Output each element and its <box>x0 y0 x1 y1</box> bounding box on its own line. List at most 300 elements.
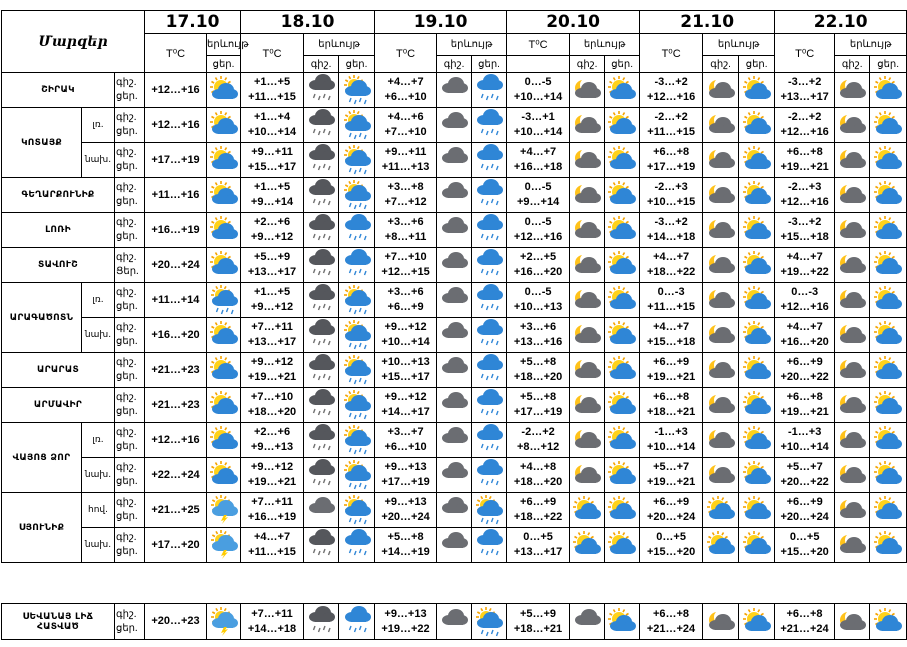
moon-cloud-icon <box>703 423 739 458</box>
cloud-dark-icon <box>437 423 472 458</box>
night-header: գիշ. <box>703 56 739 73</box>
cloud-rain-blue-icon <box>472 143 507 178</box>
cloud-rain-blue-icon <box>472 73 507 108</box>
sun-cloud-icon <box>870 73 907 108</box>
temp-range: +1…+5 +11…+15 <box>241 73 304 108</box>
period-label: գիշ. ցեր. <box>115 108 145 143</box>
cloud-dark-icon <box>437 178 472 213</box>
subregion-label: հով. <box>82 493 115 528</box>
date-1: 17.10 <box>145 11 241 34</box>
period-label: գիշ. ցեր. <box>115 178 145 213</box>
sun-cloud-rain-icon <box>339 283 375 318</box>
temp-range: +4…+7 +16…+18 <box>507 143 570 178</box>
day-header: ցեր. <box>207 56 241 73</box>
period-label: գիշ. ցեր. <box>115 528 145 563</box>
weather-icon <box>207 388 241 423</box>
region-row <box>2 143 907 178</box>
moon-cloud-icon <box>835 388 870 423</box>
moon-cloud-icon <box>835 248 870 283</box>
period-label: գիշ. ցեր. <box>115 143 145 178</box>
temp-header: T⁰C <box>640 34 703 73</box>
region-name: ԱՐԱԳԱԾՈՏՆ <box>2 283 82 353</box>
temp-range: +9…+12 +19…+21 <box>241 353 304 388</box>
forecast-table <box>1 10 907 563</box>
cloud-rain-icon <box>304 528 339 563</box>
sun-cloud-rain-icon <box>339 108 375 143</box>
night-header: գիշ. <box>437 56 472 73</box>
date-4: 20.10 <box>507 11 640 34</box>
sun-cloud-icon <box>739 423 775 458</box>
phenomenon-header: երևույթ <box>835 34 907 56</box>
day-header: ցեր. <box>472 56 507 73</box>
cloud-rain-icon <box>304 143 339 178</box>
subregion-label: նախ. <box>82 143 115 178</box>
moon-cloud-icon <box>570 318 605 353</box>
temp-range: +4…+7 +18…+22 <box>640 248 703 283</box>
weather-icon <box>207 178 241 213</box>
sun-cloud-rain-icon <box>339 178 375 213</box>
temp-range: +6…+8 +18…+21 <box>640 388 703 423</box>
cloud-rain-icon <box>304 318 339 353</box>
temp-range: +3…+6 +13…+16 <box>507 318 570 353</box>
moon-cloud-icon <box>703 283 739 318</box>
temp-range: -2…+2 +11…+15 <box>640 108 703 143</box>
cloud-dark-icon <box>437 73 472 108</box>
region-name: ՇԻՐԱԿ <box>2 73 115 108</box>
sun-cloud-icon <box>870 458 907 493</box>
sun-cloud-icon <box>570 528 605 563</box>
temp-range: 0…+5 +15…+20 <box>775 528 835 563</box>
sun-cloud-icon <box>739 493 775 528</box>
temp-range: +3…+6 +6…+9 <box>375 283 437 318</box>
temp-range: -3…+2 +14…+18 <box>640 213 703 248</box>
sun-cloud-icon <box>870 248 907 283</box>
temp-range: +2…+6 +9…+12 <box>241 213 304 248</box>
moon-cloud-icon <box>570 353 605 388</box>
moon-cloud-icon <box>703 108 739 143</box>
sun-cloud-rain-icon <box>339 318 375 353</box>
temp-range: -2…+2 +12…+16 <box>775 108 835 143</box>
temp-header: T⁰C <box>775 34 835 73</box>
subregion-label: լռ. <box>82 423 115 458</box>
temp-range: +20…+24 <box>145 248 207 283</box>
temp-range: 0…-5 +9…+14 <box>507 178 570 213</box>
temp-range: +7…+11 +16…+19 <box>241 493 304 528</box>
temp-range: -2…+2 +8…+12 <box>507 423 570 458</box>
sun-cloud-icon <box>739 528 775 563</box>
temp-range: +12…+16 <box>145 108 207 143</box>
moon-cloud-icon <box>835 318 870 353</box>
phenomenon-header: երևույթ <box>570 34 640 56</box>
cloud-rain-blue-icon <box>472 248 507 283</box>
sun-cloud-icon <box>605 388 640 423</box>
moon-cloud-icon <box>835 604 870 640</box>
period-label: գիշ. ցեր. <box>115 423 145 458</box>
region-row <box>2 213 907 248</box>
moon-cloud-icon <box>835 493 870 528</box>
temp-range: +7…+11 +14…+18 <box>241 604 304 640</box>
period-label: գիշ. ցեր. <box>115 604 145 640</box>
sun-cloud-rain-icon <box>339 353 375 388</box>
weather-icon <box>207 458 241 493</box>
moon-cloud-icon <box>570 458 605 493</box>
sun-cloud-icon <box>605 423 640 458</box>
period-label: գիշ. ցեր. <box>115 213 145 248</box>
moon-cloud-icon <box>835 458 870 493</box>
temp-range: -2…+3 +12…+16 <box>775 178 835 213</box>
temp-range: +11…+16 <box>145 178 207 213</box>
temp-range: +9…+11 +15…+17 <box>241 143 304 178</box>
weather-icon <box>207 283 241 318</box>
region-name: ԼՈՌԻ <box>2 213 115 248</box>
subregion-label: նախ. <box>82 458 115 493</box>
temp-range: +4…+7 +19…+22 <box>775 248 835 283</box>
region-name: ՏԱՎՈՒՇ <box>2 248 115 283</box>
night-header: գիշ. <box>570 56 605 73</box>
sun-cloud-icon <box>870 423 907 458</box>
temp-range: +5…+7 +19…+21 <box>640 458 703 493</box>
moon-cloud-icon <box>835 283 870 318</box>
empty-cell <box>507 56 570 73</box>
temp-range: +9…+12 +14…+17 <box>375 388 437 423</box>
night-header: գիշ. <box>304 56 339 73</box>
cloud-rain-blue-icon <box>472 423 507 458</box>
cloud-rain-blue-icon <box>472 528 507 563</box>
temp-range: 0…+5 +13…+17 <box>507 528 570 563</box>
sun-cloud-rain-icon <box>472 604 507 640</box>
cloud-rain-icon <box>304 178 339 213</box>
cloud-dark-icon <box>437 248 472 283</box>
sun-cloud-icon <box>739 388 775 423</box>
night-header: գիշ. <box>835 56 870 73</box>
moon-cloud-icon <box>570 423 605 458</box>
region-row <box>2 248 907 283</box>
sun-cloud-icon <box>570 493 605 528</box>
region-row <box>2 318 907 353</box>
temp-range: +4…+7 +15…+18 <box>640 318 703 353</box>
temp-range: +17…+20 <box>145 528 207 563</box>
sun-cloud-icon <box>739 178 775 213</box>
sun-cloud-icon <box>739 248 775 283</box>
region-row <box>2 283 907 318</box>
sun-cloud-rain-icon <box>339 388 375 423</box>
subregion-label: նախ. <box>82 318 115 353</box>
period-label: գիշ. Ցեր. <box>115 248 145 283</box>
weather-icon <box>207 423 241 458</box>
region-row <box>2 73 907 108</box>
period-label: գիշ. ցեր. <box>115 493 145 528</box>
sun-cloud-icon <box>870 388 907 423</box>
temp-range: +5…+8 +17…+19 <box>507 388 570 423</box>
region-row <box>2 493 907 528</box>
moon-cloud-icon <box>703 73 739 108</box>
moon-cloud-icon <box>703 248 739 283</box>
temp-range: +6…+9 +18…+22 <box>507 493 570 528</box>
temp-range: +16…+20 <box>145 318 207 353</box>
sun-cloud-rain-icon <box>339 73 375 108</box>
region-row <box>2 423 907 458</box>
cloud-rain-blue-icon <box>472 213 507 248</box>
temp-range: +6…+8 +21…+24 <box>775 604 835 640</box>
subregion-label: լռ. <box>82 108 115 143</box>
cloud-rain-blue-icon <box>472 458 507 493</box>
temp-range: +6…+8 +21…+24 <box>640 604 703 640</box>
sun-cloud-icon <box>739 318 775 353</box>
sun-cloud-icon <box>739 143 775 178</box>
period-label: գիշ. ցեր. <box>115 283 145 318</box>
temp-range: +10…+13 +15…+17 <box>375 353 437 388</box>
region-name: ՎԱՅՈՑ ՁՈՐ <box>2 423 82 493</box>
region-name: ԳԵՂԱՐՔՈՒՆԻՔ <box>2 178 115 213</box>
weather-icon <box>207 248 241 283</box>
cloud-rain-blue-icon <box>339 248 375 283</box>
temp-range: +3…+6 +8…+11 <box>375 213 437 248</box>
sun-cloud-icon <box>870 283 907 318</box>
temp-range: +9…+13 +20…+24 <box>375 493 437 528</box>
region-name: ԿՈՏԱՅՔ <box>2 108 82 178</box>
region-row <box>2 458 907 493</box>
region-name: ԱՐՄԱՎԻՐ <box>2 388 115 423</box>
weather-icon <box>207 528 241 563</box>
weather-icon <box>207 108 241 143</box>
weather-icon <box>207 353 241 388</box>
temp-range: +9…+12 +10…+14 <box>375 318 437 353</box>
cloud-dark-icon <box>437 528 472 563</box>
temp-range: +5…+7 +20…+22 <box>775 458 835 493</box>
cloud-rain-blue-icon <box>472 388 507 423</box>
temp-range: -2…+3 +10…+15 <box>640 178 703 213</box>
day-header: ցեր. <box>339 56 375 73</box>
temp-range: +12…+16 <box>145 73 207 108</box>
moon-cloud-icon <box>570 388 605 423</box>
temp-range: +6…+8 +19…+21 <box>775 388 835 423</box>
sun-cloud-icon <box>605 318 640 353</box>
moon-cloud-icon <box>703 604 739 640</box>
sun-cloud-icon <box>870 353 907 388</box>
sun-cloud-icon <box>870 528 907 563</box>
cloud-rain-icon <box>304 108 339 143</box>
moon-cloud-icon <box>835 73 870 108</box>
temp-range: +17…+19 <box>145 143 207 178</box>
sun-cloud-icon <box>739 604 775 640</box>
weather-icon <box>207 318 241 353</box>
sun-cloud-icon <box>605 213 640 248</box>
sun-cloud-icon <box>870 318 907 353</box>
sun-cloud-icon <box>605 458 640 493</box>
period-label: գիշ. ցեր. <box>115 458 145 493</box>
temp-range: +7…+10 +18…+20 <box>241 388 304 423</box>
region-row <box>2 528 907 563</box>
moon-cloud-icon <box>835 108 870 143</box>
temp-range: +6…+9 +20…+24 <box>640 493 703 528</box>
moon-cloud-icon <box>570 108 605 143</box>
sun-cloud-icon <box>605 143 640 178</box>
phenomenon-header: երևույթ <box>304 34 375 56</box>
cloud-dark-icon <box>437 283 472 318</box>
temp-range: +5…+8 +18…+20 <box>507 353 570 388</box>
temp-range: 0…-3 +12…+16 <box>775 283 835 318</box>
cloud-rain-blue-icon <box>339 604 375 640</box>
cloud-rain-blue-icon <box>472 353 507 388</box>
cloud-rain-icon <box>304 248 339 283</box>
temp-range: +1…+5 +9…+14 <box>241 178 304 213</box>
temp-range: +21…+23 <box>145 353 207 388</box>
date-5: 21.10 <box>640 11 775 34</box>
sun-cloud-icon <box>605 108 640 143</box>
temp-range: +6…+9 +19…+21 <box>640 353 703 388</box>
weather-icon <box>207 493 241 528</box>
day-header: ցեր. <box>605 56 640 73</box>
sun-cloud-rain-icon <box>339 458 375 493</box>
temp-range: +4…+7 +16…+20 <box>775 318 835 353</box>
weather-icon <box>207 604 241 640</box>
period-label: գիշ. ցեր. <box>115 353 145 388</box>
moon-cloud-icon <box>835 213 870 248</box>
temp-range: +5…+9 +13…+17 <box>241 248 304 283</box>
cloud-rain-icon <box>304 388 339 423</box>
temp-range: +9…+13 +19…+22 <box>375 604 437 640</box>
weather-icon <box>207 213 241 248</box>
sun-cloud-icon <box>605 248 640 283</box>
sun-cloud-icon <box>605 493 640 528</box>
sun-cloud-icon <box>605 283 640 318</box>
date-3: 19.10 <box>375 11 507 34</box>
phenomenon-header: երևույթ <box>437 34 507 56</box>
cloud-dark-icon <box>437 318 472 353</box>
sun-cloud-icon <box>605 353 640 388</box>
moon-cloud-icon <box>835 143 870 178</box>
sun-cloud-icon <box>605 604 640 640</box>
temp-range: +22…+24 <box>145 458 207 493</box>
temp-range: -3…+2 +12…+16 <box>640 73 703 108</box>
sun-cloud-icon <box>605 528 640 563</box>
sun-cloud-icon <box>870 178 907 213</box>
temp-range: +1…+5 +9…+12 <box>241 283 304 318</box>
cloud-rain-blue-icon <box>472 108 507 143</box>
cloud-dark-icon <box>437 388 472 423</box>
temp-range: -3…+1 +10…+14 <box>507 108 570 143</box>
temp-range: -3…+2 +13…+17 <box>775 73 835 108</box>
cloud-dark-icon <box>304 493 339 528</box>
sun-cloud-icon <box>739 458 775 493</box>
temp-range: +4…+8 +18…+20 <box>507 458 570 493</box>
temp-range: 0…-5 +10…+13 <box>507 283 570 318</box>
temp-range: +3…+8 +7…+12 <box>375 178 437 213</box>
moon-cloud-icon <box>570 213 605 248</box>
cloud-dark-icon <box>570 604 605 640</box>
period-label: գիշ. ցեր. <box>115 388 145 423</box>
temp-range: +2…+6 +9…+13 <box>241 423 304 458</box>
moon-cloud-icon <box>703 353 739 388</box>
lake-sevan-table <box>1 603 907 640</box>
cloud-dark-icon <box>437 353 472 388</box>
cloud-rain-blue-icon <box>472 283 507 318</box>
sun-cloud-rain-icon <box>339 493 375 528</box>
moon-cloud-icon <box>570 283 605 318</box>
sun-cloud-icon <box>739 108 775 143</box>
temp-range: +5…+8 +14…+19 <box>375 528 437 563</box>
moon-cloud-icon <box>835 178 870 213</box>
temp-range: 0…+5 +15…+20 <box>640 528 703 563</box>
moon-cloud-icon <box>570 73 605 108</box>
cloud-rain-icon <box>304 213 339 248</box>
day-header: ցեր. <box>870 56 907 73</box>
moon-cloud-icon <box>570 143 605 178</box>
sun-cloud-icon <box>870 143 907 178</box>
moon-cloud-icon <box>703 143 739 178</box>
cloud-rain-icon <box>304 458 339 493</box>
region-title: Մարզեր <box>2 11 145 73</box>
cloud-rain-icon <box>304 353 339 388</box>
temp-range: -3…+2 +15…+18 <box>775 213 835 248</box>
sun-cloud-icon <box>870 604 907 640</box>
day-header: ցեր. <box>739 56 775 73</box>
temp-range: +7…+11 +13…+17 <box>241 318 304 353</box>
temp-range: -1…+3 +10…+14 <box>775 423 835 458</box>
moon-cloud-icon <box>703 178 739 213</box>
phenomenon-header: երևույթ <box>207 34 241 56</box>
region-row <box>2 388 907 423</box>
moon-cloud-icon <box>835 423 870 458</box>
temp-range: +1…+4 +10…+14 <box>241 108 304 143</box>
phenomenon-header: երևույթ <box>703 34 775 56</box>
sun-cloud-rain-icon <box>339 143 375 178</box>
cloud-rain-icon <box>304 423 339 458</box>
cloud-dark-icon <box>437 143 472 178</box>
cloud-rain-blue-icon <box>472 178 507 213</box>
temp-range: +6…+8 +19…+21 <box>775 143 835 178</box>
sun-cloud-icon <box>870 108 907 143</box>
temp-range: +3…+7 +6…+10 <box>375 423 437 458</box>
sun-cloud-icon <box>703 493 739 528</box>
cloud-rain-icon <box>304 604 339 640</box>
temp-range: +11…+14 <box>145 283 207 318</box>
sun-cloud-icon <box>605 73 640 108</box>
region-name: ՍՅՈՒՆԻՔ <box>2 493 82 563</box>
date-6: 22.10 <box>775 11 907 34</box>
subregion-label: լռ. <box>82 283 115 318</box>
temp-range: +9…+13 +17…+19 <box>375 458 437 493</box>
cloud-dark-icon <box>437 213 472 248</box>
sun-cloud-icon <box>870 493 907 528</box>
temp-range: +2…+5 +16…+20 <box>507 248 570 283</box>
cloud-dark-icon <box>437 604 472 640</box>
moon-cloud-icon <box>703 318 739 353</box>
cloud-rain-icon <box>304 73 339 108</box>
temp-range: +16…+19 <box>145 213 207 248</box>
temp-header: T⁰C <box>241 34 304 73</box>
cloud-rain-blue-icon <box>339 213 375 248</box>
cloud-dark-icon <box>437 493 472 528</box>
sun-cloud-icon <box>739 213 775 248</box>
period-label: գիշ. ցեր. <box>115 73 145 108</box>
temp-range: +4…+6 +7…+10 <box>375 108 437 143</box>
temp-range: +21…+25 <box>145 493 207 528</box>
moon-cloud-icon <box>835 528 870 563</box>
sun-cloud-icon <box>739 73 775 108</box>
region-row <box>2 178 907 213</box>
temp-range: +6…+9 +20…+22 <box>775 353 835 388</box>
temp-header: T⁰C <box>145 34 207 73</box>
subregion-label: նախ. <box>82 528 115 563</box>
moon-cloud-icon <box>835 353 870 388</box>
moon-cloud-icon <box>703 213 739 248</box>
temp-range: +20…+23 <box>145 604 207 640</box>
cloud-rain-blue-icon <box>472 318 507 353</box>
sun-cloud-icon <box>739 283 775 318</box>
weather-icon <box>207 73 241 108</box>
temp-range: 0…-5 +10…+14 <box>507 73 570 108</box>
